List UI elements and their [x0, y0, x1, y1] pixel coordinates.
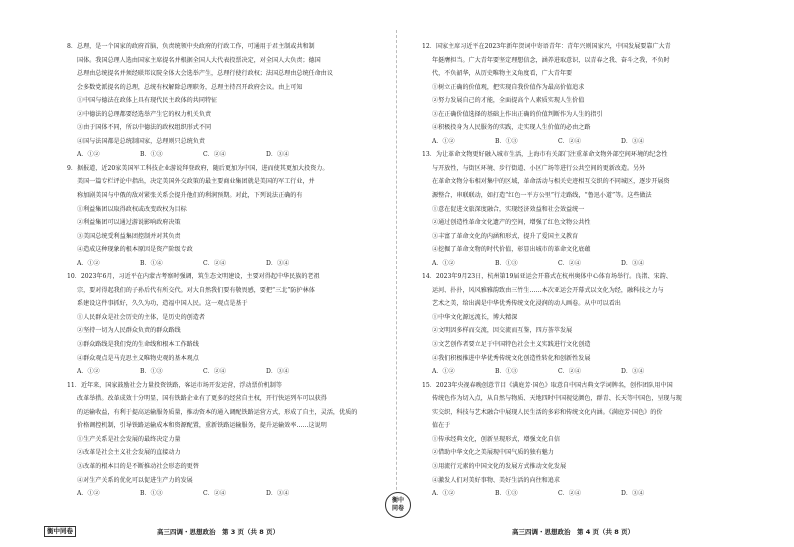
statement-option: ①生产关系是社会发展的最终决定力量: [77, 435, 181, 443]
answer-choice: C．②④: [203, 490, 226, 498]
answer-choice: C．②④: [203, 151, 226, 159]
statement-option: ③由于国体不同，所以中德法的政权组织形式不同: [77, 124, 212, 132]
statement-option: ①人民群众是社会历史的主体，是历史的创造者: [77, 313, 205, 321]
answer-choice: B．①③: [140, 490, 163, 498]
statement-option: ①传承经典文化，创新呈现形式，增强文化自信: [432, 435, 560, 443]
statement-option: ③改革的根本目的是不断推动社会形态的更替: [77, 462, 199, 470]
question-stem-line: 值在于: [432, 422, 451, 430]
answer-choices: [422, 257, 747, 271]
question-block: [422, 40, 747, 148]
answer-choice: B．①③: [495, 259, 518, 267]
answer-choice: B．①③: [495, 368, 518, 376]
statement-option: ②借助中华文化之美展现中国气质的独有魅力: [432, 449, 554, 457]
answer-choice: C．②④: [203, 259, 226, 267]
statement-option: ②文明因多样而交流，因交流而互鉴，四方荟萃发展: [432, 327, 573, 335]
answer-choice: A．①②: [77, 151, 100, 159]
answer-choices: [67, 257, 392, 271]
question-stem-line: 12．国家主席习近平在2023年新年贺词中寄语青年：青年兴则国家兴，中国发展要靠广大青: [422, 43, 671, 50]
answer-choice: C．②④: [558, 368, 581, 376]
statement-option: ④我们积极推进中华优秀传统文化创造性转化和创新性发展: [432, 354, 591, 362]
statement-option: ②努力发展自己的才能，全面提高个人素质实现人生价值: [432, 97, 585, 105]
question-stem-line: 10．2023年6月，习近平在内蒙古考察时强调，筑生态文明建设，主要对得起中华民族的老祖: [67, 273, 320, 281]
answer-choices: [422, 487, 747, 501]
question-stem-line: 运河、扑扑，风风雅雅韵致由三竹生……本次亚运会开幕式以文化为经，融科技之力与: [432, 286, 664, 294]
answer-choice: A．①②: [432, 368, 455, 376]
page-footer-left: 高三四调・思想政治 第 3 页（共 8 页）: [157, 528, 280, 536]
answer-choice: C．②④: [558, 137, 581, 145]
question-block: [67, 162, 392, 270]
statement-option: ③文艺创作者要立足于中国特色社会主义实践进行文化创造: [432, 341, 591, 349]
stamp-line-1: 衡中: [391, 497, 404, 504]
answer-choices: [422, 135, 747, 149]
answer-choice: D．③④: [266, 259, 290, 267]
statement-option: ①树立正确的价值观，把实现自我价值作为最高价值追求: [432, 83, 585, 91]
statement-option: ③在正确价值选择的基础上作出正确的价值判断作为人生的指引: [432, 110, 603, 118]
seal-stamp: [385, 492, 411, 518]
question-stem-line: 改革举措。改革成效十分明显，国有铁路企业有了更多的经营自主权，开行快运列车可以获得: [77, 395, 327, 403]
statement-option: ④挖掘了革命文物的时代价值，彰显出城市的革命文化底蕴: [432, 246, 591, 254]
brand-badge: 衡中同卷: [44, 526, 76, 537]
answer-choice: C．②④: [558, 490, 581, 498]
question-block: [422, 379, 747, 501]
statement-option: ②改革是社会主义社会发展的直接动力: [77, 449, 181, 457]
page-footer-right: 高三四调・思想政治 第 4 页（共 8 页）: [512, 528, 635, 536]
question-stem-line: 美国一篇专栏评论中指出，决定美国外交政策的最主要商业集团就是美国的军工行业，并: [77, 178, 315, 186]
answer-choice: A．①②: [432, 137, 455, 145]
question-stem-line: 代，不负韶华，从历史唯物主义角度看，广大青年要: [432, 70, 573, 78]
answer-choice: D．③④: [621, 490, 645, 498]
answer-choice: A．①②: [432, 490, 455, 498]
answer-choice: D．③④: [621, 137, 645, 145]
answer-choice: A．①②: [77, 490, 100, 498]
question-stem-line: 源整合，串联联动，如打造“红色一平方公里”行走路线，“鲁迅小道”等。这些做法: [432, 192, 652, 200]
answer-choice: C．②④: [203, 368, 226, 376]
answer-choice: B．①③: [495, 490, 518, 498]
question-stem-line: 称加剧美国与中俄的敌对紧张关系会提升他们的利润预期。对此，下列说法正确的有: [77, 192, 303, 200]
answer-choice: D．③④: [621, 259, 645, 267]
statement-option: ④对生产关系的优化可以促进生产力的发展: [77, 476, 193, 484]
statement-option: ③用流行元素的中国文化的发展方式推动文化发展: [432, 462, 567, 470]
statement-option: ①中国与德法在政体上具有现代民主政体的共同特征: [77, 97, 218, 105]
answer-choices: [67, 148, 392, 162]
answer-choices: [422, 365, 747, 379]
question-stem-line: 国体。我国总理人选由国家主席提名并根据全国人大代表投票决定，对全国人大负责；德国: [77, 56, 321, 64]
statement-option: ④国与法国都是总统制国家，总理则只总统负责: [77, 137, 205, 145]
question-block: [422, 148, 747, 270]
answer-choice: A．①②: [77, 368, 100, 376]
left-column: [67, 40, 392, 501]
answer-choice: D．③④: [266, 151, 290, 159]
statement-option: ③丰富了革命文化的内涵和形式，提升了爱国主义教育: [432, 232, 579, 240]
question-stem-line: 实交织，科技与艺术融合中展现人民生活的多彩和传统文化内涵。《满庭芳·国色》的价: [432, 408, 663, 416]
statement-option: ④积极投身为人民服务的实践，走实现人生价值的必由之路: [432, 124, 591, 132]
fold-line: [396, 30, 397, 510]
answer-choice: B．①③: [495, 137, 518, 145]
question-stem-line: 系建设这件事抓好，久久为功，造福中国人民。这一观点是基于: [77, 300, 248, 308]
stamp-line-2: 同卷: [391, 505, 404, 512]
statement-option: ③群众路线是我们党的生命线和根本工作路线: [77, 341, 199, 349]
question-block: [67, 270, 392, 378]
question-stem-line: 9．据报道，近20家美国军工科技企业游说拜登政府，随后更加为中国，进而使其更加大投资力。: [67, 164, 329, 172]
answer-choice: D．③④: [266, 368, 290, 376]
question-block: [422, 270, 747, 378]
question-block: [67, 40, 392, 162]
statement-option: ②利益集团可以通过游说影响政府决策: [77, 219, 181, 227]
question-block: [67, 379, 392, 501]
answer-choice: D．③④: [266, 490, 290, 498]
statement-option: ③美国总统受利益集团控制并对其负责: [77, 232, 181, 240]
answer-choice: B．①③: [140, 368, 163, 376]
question-stem-line: 15．2023年央视春晚创意节目《满庭芳·国色》取意自中国古典文学词牌名，创作团队用中国: [422, 381, 673, 389]
statement-option: ②通过创造性革命文化遗产的空间，增强了红色文物公共性: [432, 219, 591, 227]
question-stem-line: 与开放性，与街区环境、步行街道、小区广场等进行公共空间的更新改造。另外: [432, 164, 646, 172]
question-stem-line: 价格调控机制，引导铁路运输成本和资源配置，重新铁路运输服务，提升运输效率……这说明: [77, 422, 327, 430]
statement-option: ②中德法的总理都要经选举产生它的权力机关负责: [77, 110, 212, 118]
question-stem-line: 年挺膺担当。广大青年要坚定理想信念，涵养进取意识，以青春之我、奋斗之我，不负时: [432, 56, 670, 64]
question-stem-line: 14．2023年9月23日，杭州第19届亚运会开幕式在杭州奥体中心体育场举行。良渚、宋韵、: [422, 273, 672, 281]
statement-option: ①中华文化源远流长，博大精深: [432, 313, 518, 321]
answer-choice: C．②④: [558, 259, 581, 267]
statement-option: ④造成这种现象的根本原因是资产阶级专政: [77, 246, 193, 254]
statement-option: ②坚持一切为人民群众负责的群众路线: [77, 327, 181, 335]
answer-choice: A．①②: [432, 259, 455, 267]
question-stem-line: 总理由总统提名并须经联邦议院全体大会选举产生，总理行使行政权；法国总理由总统任命由议: [77, 70, 333, 78]
statement-option: ④群众观点是马克思主义唯物史观的基本观点: [77, 354, 199, 362]
answer-choice: B．①③: [140, 151, 163, 159]
statement-option: ①利益集团以取得政权或改变政权为目标: [77, 205, 187, 213]
answer-choice: D．③④: [621, 368, 645, 376]
question-stem-line: 的运输收益，有利于提高运输服务质量，推动资本的通入调配铁路运营方式，形成了自主，灵活，优质的: [77, 408, 358, 416]
question-stem-line: 13．为让革命文物更好融入城市生活，上海市有关部门注重革命文物外部空间环境的纪念性: [422, 151, 668, 159]
question-stem-line: 8．总理，是一个国家的政府首脑，负责统领中央政府的行政工作，可通用于君主制或共和制: [67, 43, 315, 50]
right-column: [422, 40, 747, 501]
statement-option: ④激发人们对美好事物、美好生活的向往和追求: [432, 476, 560, 484]
question-stem-line: 传统色作为切入点，从自然与物质、天地四时中国视觉颜色，群青、长天等中国色，呈现与现: [432, 395, 682, 403]
question-stem-line: 在革命文物分布相对集中的区域，革命活动与相关史迹相互交织的不同城区，逐步开展资: [432, 178, 670, 186]
answer-choice: A．①②: [77, 259, 100, 267]
question-stem-line: 会多数党派提名的总理，总统有权解除总理职务，总理主持召开政府会议。由上可知: [77, 83, 303, 91]
question-stem-line: 艺术之美，给出满是中华优秀传统文化浸润的动人画卷。从中可以看出: [432, 300, 621, 308]
question-stem-line: 宗，要对得起我们的子孙后代有所交代。对大自然我们要有敬畏感，要把“三北”防护林体: [77, 286, 315, 294]
answer-choice: B．①④: [140, 259, 163, 267]
answer-choices: [67, 365, 392, 379]
statement-option: ①意在促进文旅深度融合，实现经济效益和社会效益统一: [432, 205, 585, 213]
answer-choices: [67, 487, 392, 501]
question-stem-line: 11．近年来，国家鼓励社会力量投资铁路，客运市场开发运营，浮动票价机制等: [67, 381, 282, 389]
